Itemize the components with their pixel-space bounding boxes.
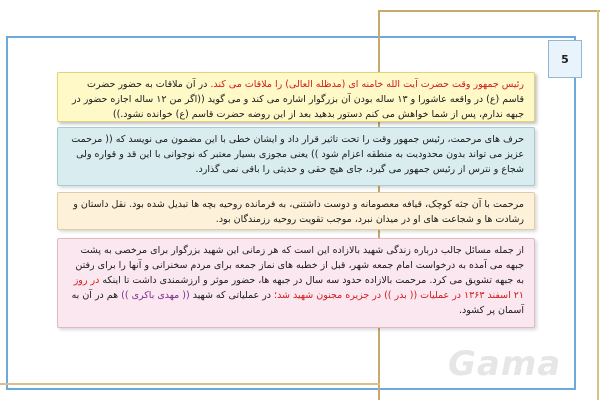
decorative-line-top [378, 10, 600, 12]
paragraph-1 [57, 72, 535, 122]
paragraph-2-text: حرف های مرحمت، رئیس جمهور وقت را تحت تاثیر قرار داد و ایشان خطی با این مضمون می نویسد که (( مرحمت عزیز می تواند بدون محدودیت به منطقه اعزام شود )) یعنی مجوزی بسیار معتبر که نوجوانی با این قد و قواره ولی شجاع و نترس از رئیس جمهور می گیرد، جای هیچ حقی و حدیثی را باقی نمی گذارد. [71, 134, 524, 175]
page-number: 5 [548, 40, 582, 78]
paragraph-4-highlight-date: در روز ۲۱ اسفند ۱۳۶۳ در عملیات (( بدر )) در جزیره مجنون شهید شد؛ [73, 275, 524, 301]
paragraph-4 [57, 238, 535, 328]
paragraph-3 [57, 192, 535, 230]
paragraph-1-text: در آن ملاقات به حضور حضرت قاسم (ع) در واقعه عاشورا و ۱۳ ساله بودن آن بزرگوار اشاره می کند و می گوید ((اگر من ۱۲ ساله اجازه حضور در جبهه ندارم، پس از شما خواهش می کنم دستور بدهید بعد از این روضه حضرت قاسم (ع) خوانده نشود.)) [71, 79, 524, 120]
paragraph-4-highlight-name: (( مهدی باکری )) [121, 290, 190, 301]
watermark-logo: Gama [448, 344, 562, 384]
paragraph-3-text: مرحمت با آن جثه کوچک، قیافه معصومانه و دوست داشتنی، به فرمانده روحیه بچه ها تبدیل شده بود. نقل داستان و رشادت ها و شجاعت های او در میدان نبرد، موجب تقویت روحیه رزمندگان بود. [73, 199, 524, 225]
paragraph-1-highlight: رئیس جمهور وقت حضرت آیت الله خامنه ای (مدظله العالی) را ملاقات می کند. [210, 79, 524, 90]
decorative-line-right [597, 10, 599, 400]
paragraph-4-text: از جمله مسائل جالب درباره زندگی شهید بالازاده این است که هر زمانی این شهید بزرگوار برای مرخصی به پشت جبهه می آمده به درخواست امام جمعه شهر، قبل از خطبه های نماز جمعه برای مردم سخنرانی و آنها را برای رفتن به جبهه تشویق می کرد. مرحمت بالازاده حدود سه سال در جبهه ها، حضور موثر و ارزشمندی داشت تا اینکه [75, 245, 524, 286]
paragraph-4-text-2: در عملیاتی که شهید [189, 290, 275, 301]
paragraph-4-text-3: هم در آن به آسمان پر کشود. [71, 290, 524, 316]
decorative-line-bottom [0, 383, 380, 385]
paragraph-2 [57, 127, 535, 186]
